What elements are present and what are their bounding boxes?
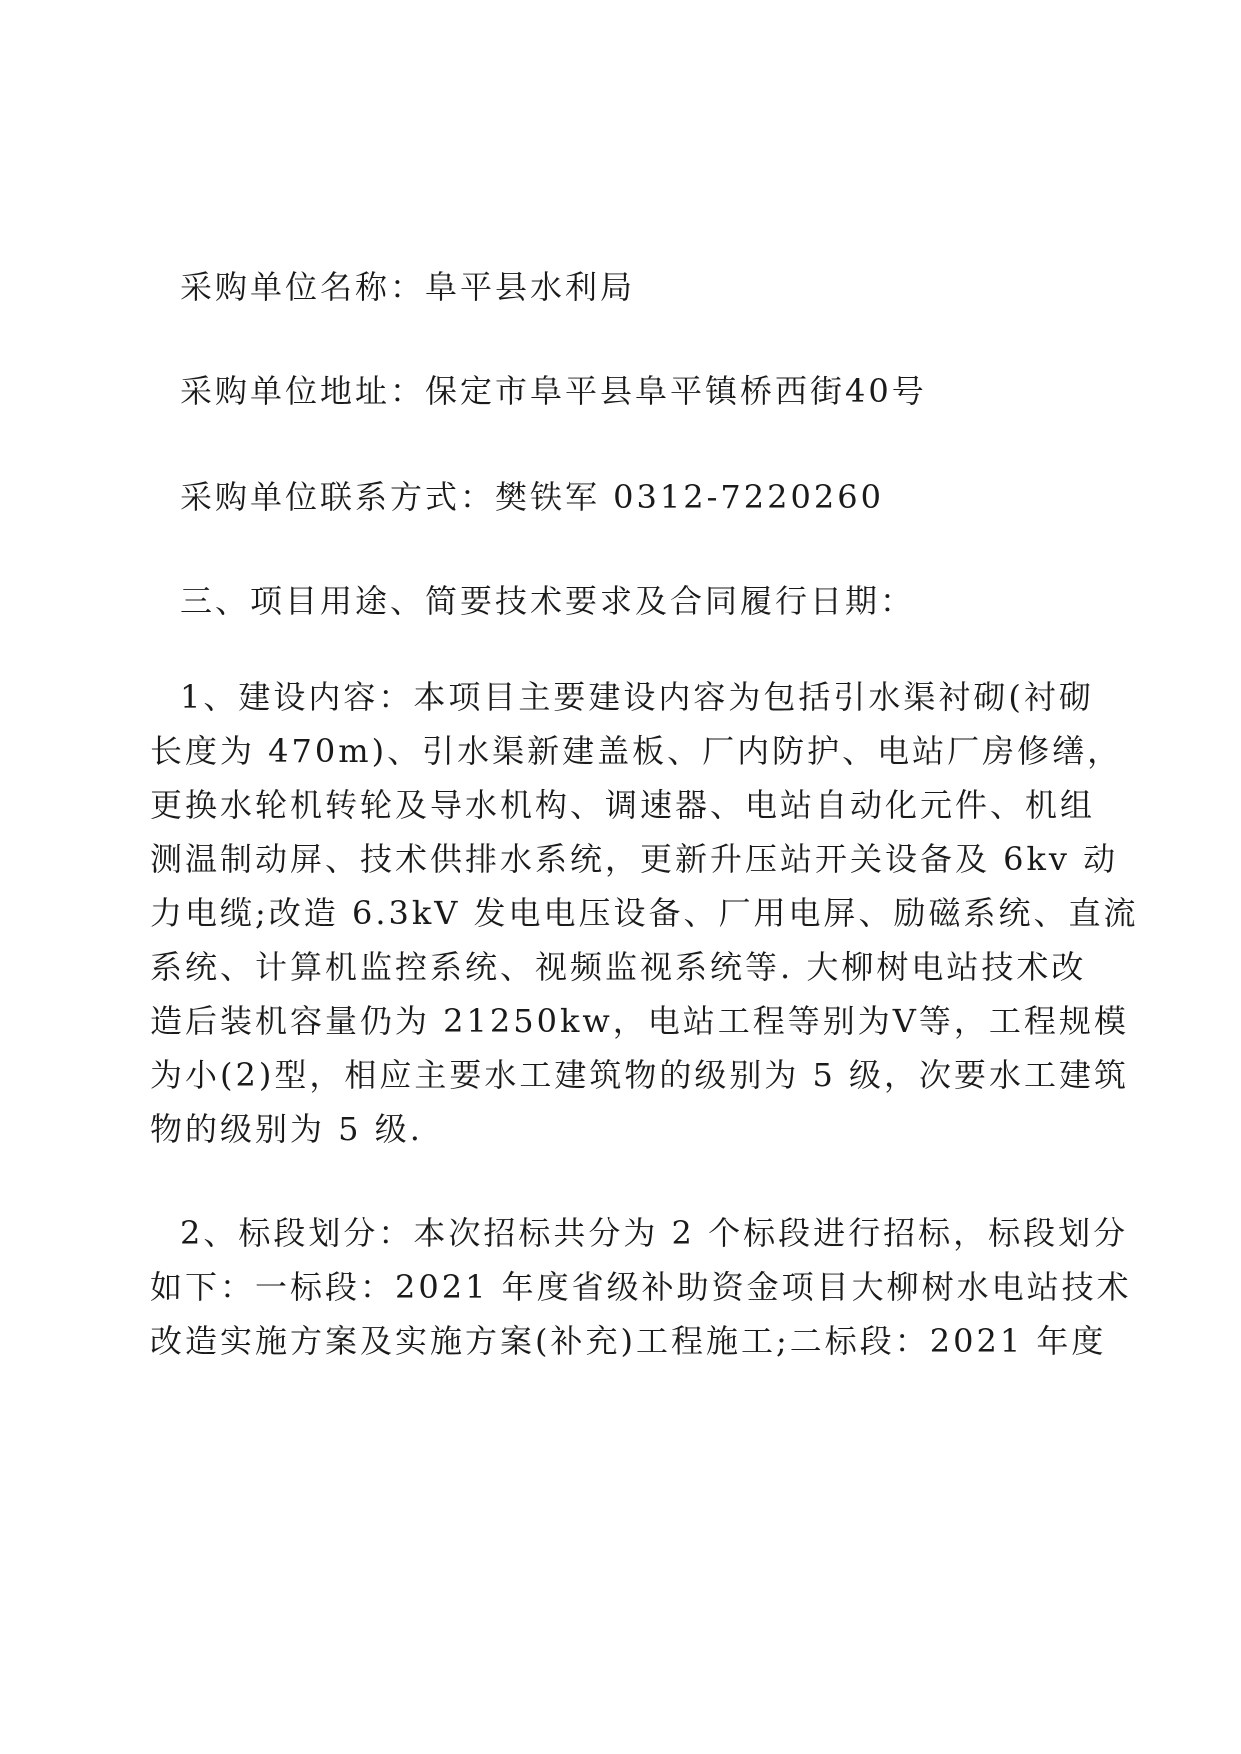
- item1-line: 造后装机容量仍为 21250kw，电站工程等别为Ⅴ等，工程规模: [150, 1002, 1129, 1040]
- item1-line: 更换水轮机转轮及导水机构、调速器、电站自动化元件、机组: [150, 786, 1096, 824]
- item1-line: 系统、计算机监控系统、视频监视系统等. 大柳树电站技术改: [150, 948, 1087, 986]
- item1-line: 长度为 470m)、引水渠新建盖板、厂内防护、电站厂房修缮，: [150, 732, 1123, 770]
- item1-line: 为小(2)型，相应主要水工建筑物的级别为 5 级，次要水工建筑: [150, 1056, 1130, 1094]
- purchaser-name: 采购单位名称：阜平县水利局: [180, 268, 636, 306]
- item1-line: 测温制动屏、技术供排水系统，更新升压站开关设备及 6kv 动: [150, 840, 1119, 878]
- item1-line: 1、建设内容：本项目主要建设内容为包括引水渠衬砌(衬砌: [180, 678, 1094, 716]
- item2-line: 改造实施方案及实施方案(补充)工程施工;二标段：2021 年度: [150, 1322, 1107, 1360]
- item1-line: 物的级别为 5 级.: [150, 1110, 423, 1148]
- purchaser-address: 采购单位地址：保定市阜平县阜平镇桥西街40号: [180, 372, 927, 410]
- item1-line: 力电缆;改造 6.3kV 发电电压设备、厂用电屏、励磁系统、直流: [150, 894, 1139, 932]
- item2-line: 2、标段划分：本次招标共分为 2 个标段进行招标，标段划分: [180, 1214, 1129, 1252]
- section-three-heading: 三、项目用途、简要技术要求及合同履行日期：: [180, 582, 916, 620]
- item2-line: 如下：一标段：2021 年度省级补助资金项目大柳树水电站技术: [150, 1268, 1132, 1306]
- purchaser-contact: 采购单位联系方式：樊铁军 0312-7220260: [180, 478, 884, 516]
